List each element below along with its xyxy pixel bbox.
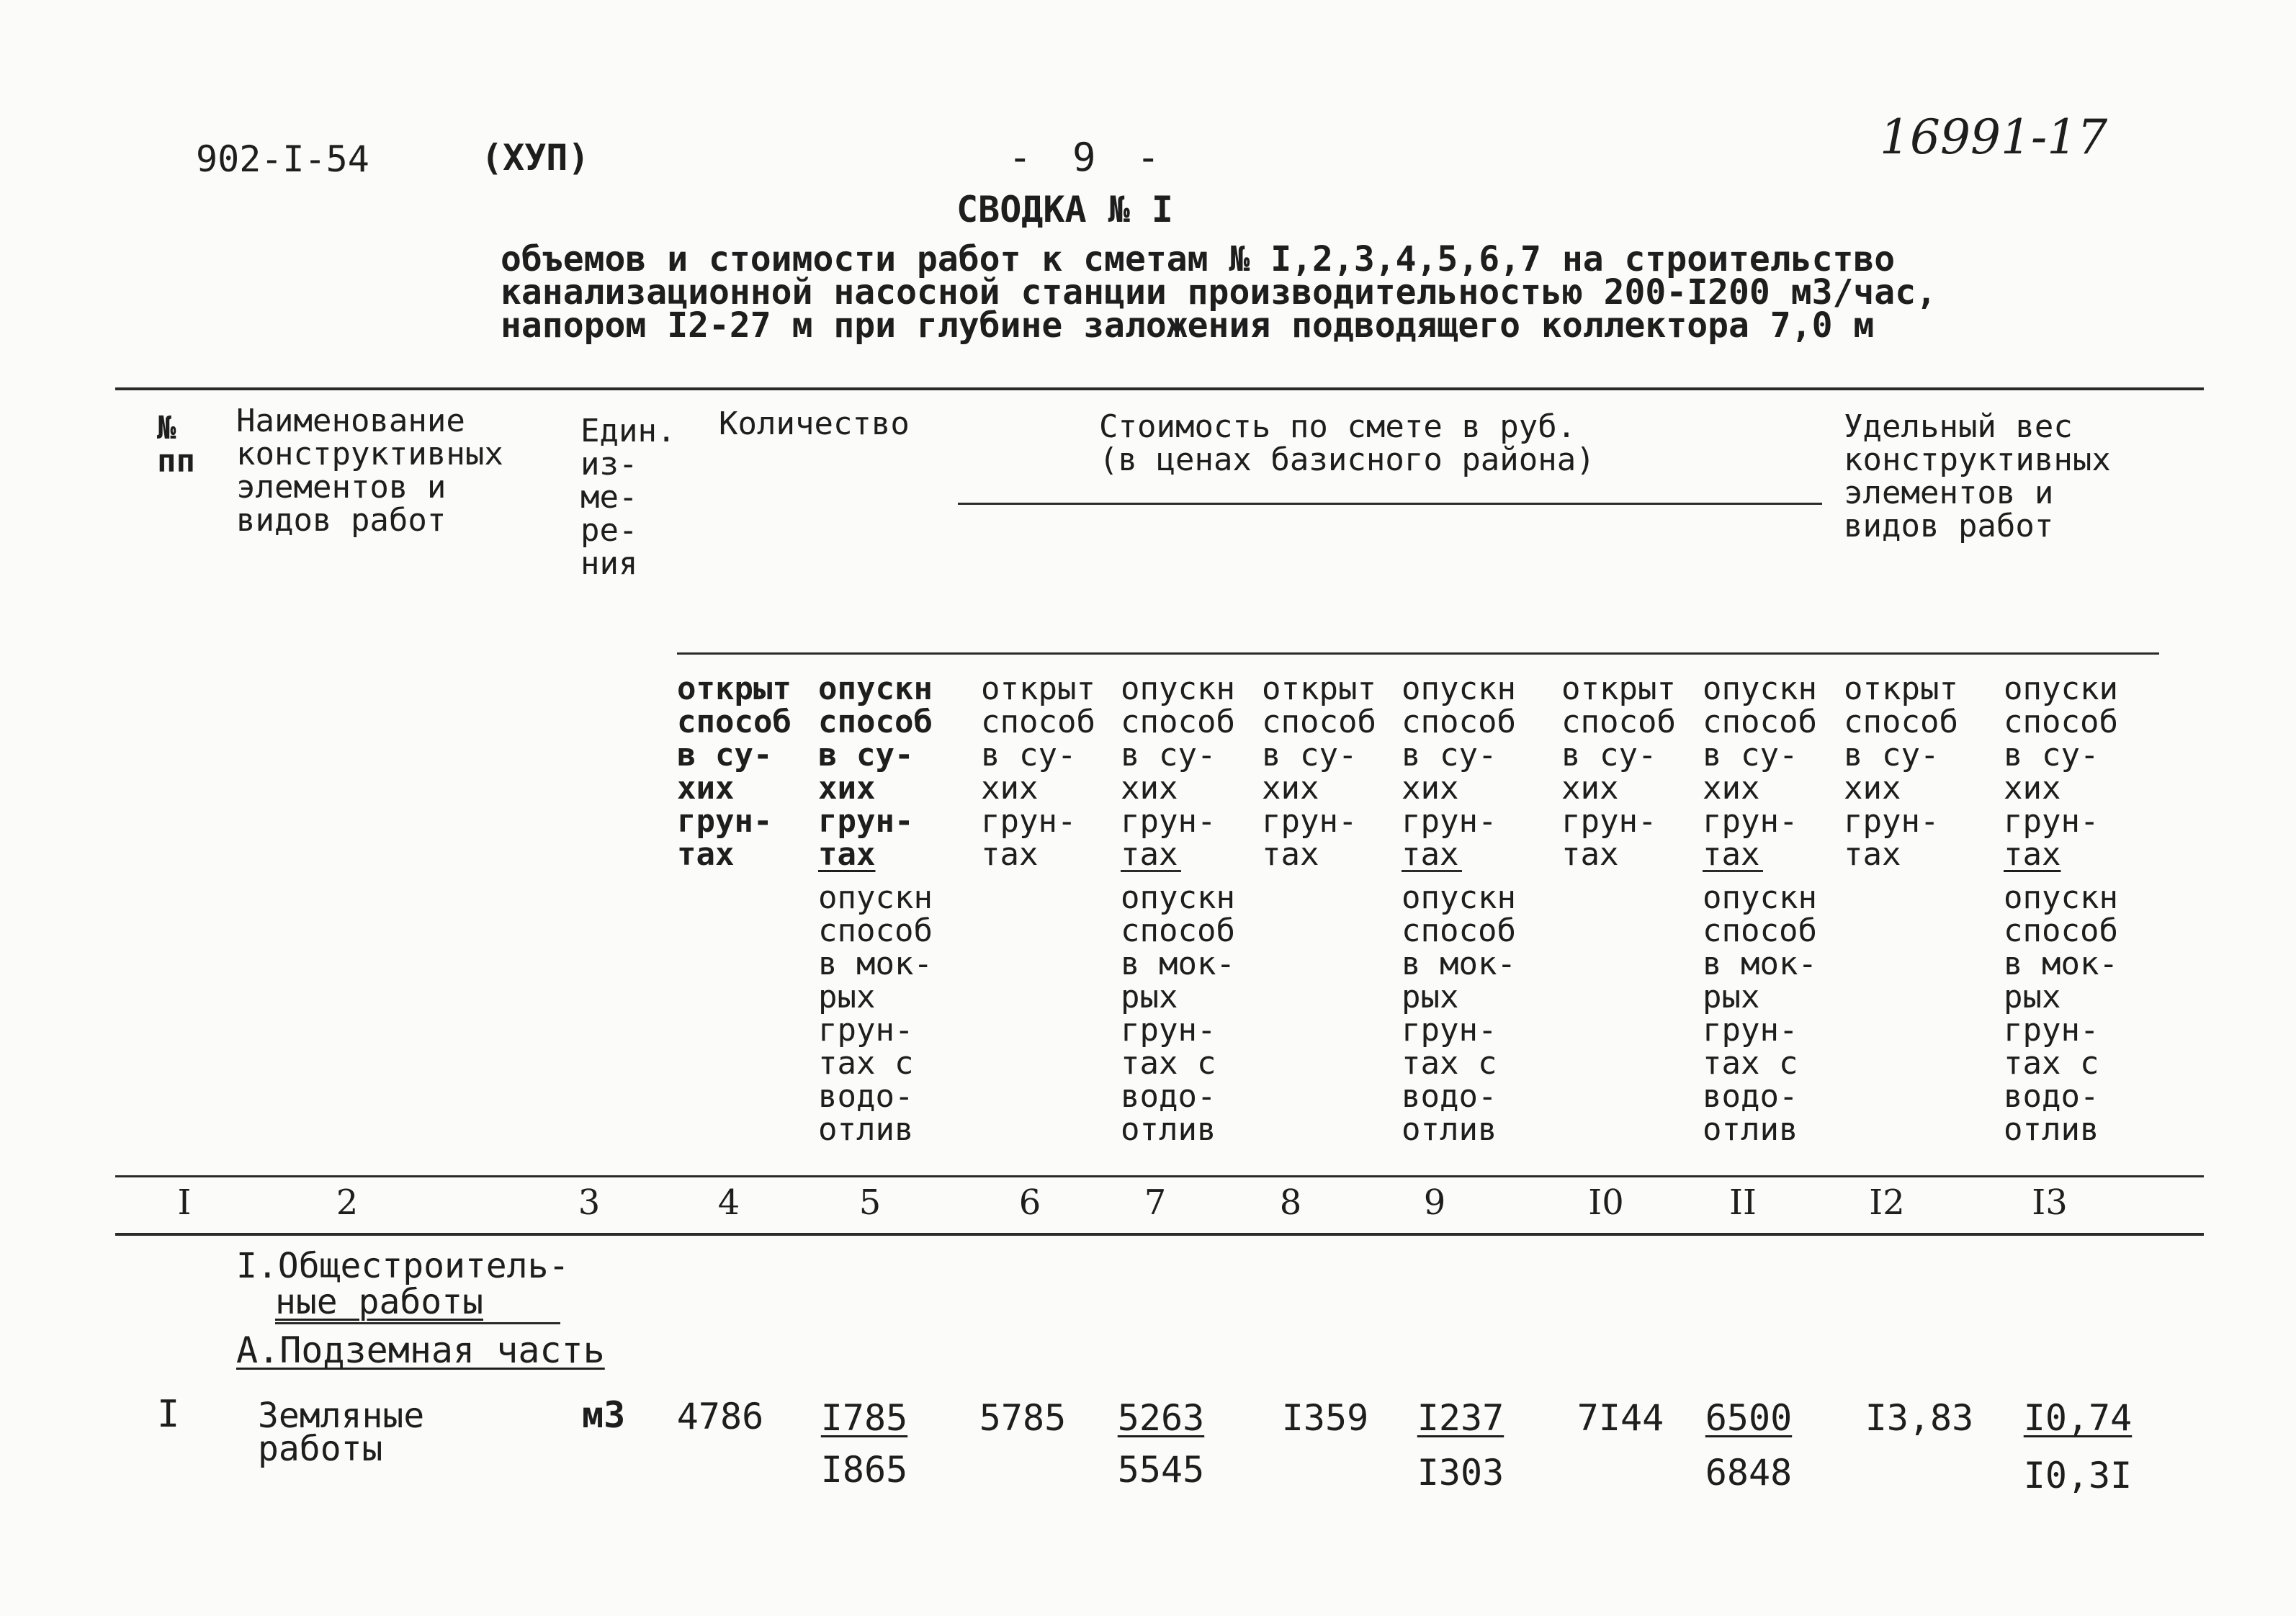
column-number-10: I0 xyxy=(1588,1182,1624,1223)
row-1-unit: м3 xyxy=(582,1394,626,1436)
header-element-name: Наименование конструктивных элементов и видов работ xyxy=(236,403,503,539)
section-title-underline-extend xyxy=(275,1322,560,1324)
column-number-bottom-rule xyxy=(115,1233,2204,1236)
header-row-number: № пп xyxy=(157,410,195,480)
subheader-col13-sink-wet: опускн способ в мок- рых грун- тах с водо- отлив xyxy=(2004,879,2118,1148)
column-number-5: 5 xyxy=(858,1182,882,1223)
column-number-top-rule xyxy=(115,1175,2204,1177)
subheader-col7-sink-dry: опускн способ в су- хих грун- тах xyxy=(1121,670,1235,873)
row-1-col13-bottom: I0,3I xyxy=(2023,1455,2133,1496)
column-number-4: 4 xyxy=(717,1182,740,1223)
handwritten-archive-number: 16991-17 xyxy=(1880,109,2108,165)
row-1-col9-bottom: I303 xyxy=(1417,1452,1504,1494)
row-1-col5-bottom: I865 xyxy=(820,1449,908,1491)
row-1-col7-bottom: 5545 xyxy=(1117,1449,1205,1491)
subheader-col7-sink-wet: опускн способ в мок- рых грун- тах с водо- отлив xyxy=(1121,879,1235,1148)
column-number-6: 6 xyxy=(1018,1182,1041,1223)
table-top-rule xyxy=(115,387,2204,390)
subheader-col13-sink-dry-last: тах xyxy=(2004,836,2061,873)
row-1-col13-top: I0,74 xyxy=(2023,1397,2133,1439)
subheader-col5-sink-dry: опускн способ в су- хих грун- xyxy=(818,670,933,840)
row-1-col11-bottom: 6848 xyxy=(1705,1452,1793,1494)
column-number-11: II xyxy=(1729,1182,1757,1223)
column-number-12: I2 xyxy=(1869,1182,1905,1223)
subheader-col10-open-dry: открыт способ в су- хих грун- тах xyxy=(1561,670,1676,873)
row-1-col7-top: 5263 xyxy=(1117,1397,1205,1439)
subsection-title: А.Подземная часть xyxy=(236,1329,605,1371)
col7-block-underline xyxy=(1121,870,1181,872)
col9-block-underline xyxy=(1402,870,1462,872)
subheader-col4-open-dry: открыт способ в су- хих грун- тах xyxy=(677,670,792,873)
row-1-name-line-2: работы xyxy=(258,1429,383,1469)
document-code: 902-I-54 xyxy=(196,138,369,180)
subheader-col13-sink-dry: опуски способ в су- хих грун- xyxy=(2004,670,2118,840)
row-1-col9-top: I237 xyxy=(1417,1397,1504,1439)
column-number-2: 2 xyxy=(336,1182,359,1223)
subheader-col11-sink-wet: опускн способ в мок- рых грун- тах с водо- отлив xyxy=(1703,879,1817,1148)
subheader-col11-sink-dry: опускн способ в су- хих грун- тах xyxy=(1703,670,1817,873)
subheader-col9-sink-wet: опускн способ в мок- рых грун- тах с водо- отлив xyxy=(1402,879,1516,1148)
row-1-col12: I3,83 xyxy=(1865,1397,1974,1439)
column-number-3: 3 xyxy=(578,1182,601,1223)
subheader-col9-sink-dry: опускн способ в су- хих грун- тах xyxy=(1402,670,1516,873)
album-number: (ХУП) xyxy=(481,137,590,179)
header-unit: Един. из- ме- ре- ния xyxy=(580,413,676,582)
subheader-col6-open-dry: открыт способ в су- хих грун- тах xyxy=(981,670,1095,873)
subheader-col5-sink-wet: опускн способ в мок- рых грун- тах с водо- отлив xyxy=(818,879,933,1148)
cost-group-rule xyxy=(958,503,1822,505)
row-1-col8: I359 xyxy=(1281,1397,1369,1439)
row-1-name-line-1: Земляные xyxy=(258,1396,425,1436)
col11-block-underline xyxy=(1703,870,1763,872)
column-number-8: 8 xyxy=(1279,1182,1302,1223)
subheader-col12-open-dry: открыт способ в су- хих грун- тах xyxy=(1844,670,1958,873)
page-number: - 9 - xyxy=(1008,135,1160,180)
summary-heading: СВОДКА № I xyxy=(956,189,1174,230)
row-1-col10: 7I44 xyxy=(1577,1397,1664,1439)
column-number-7: 7 xyxy=(1144,1182,1167,1223)
summary-title-line-1: объемов и стоимости работ к сметам № I,2,3,4,5,6,7 на строительство xyxy=(501,239,1896,279)
section-title-line-2: ные работы xyxy=(275,1282,483,1322)
row-1-number: I xyxy=(157,1393,180,1436)
column-number-9: 9 xyxy=(1423,1182,1446,1223)
subheader-col8-open-dry: открыт способ в су- хих грун- тах xyxy=(1262,670,1376,873)
subheader-rule xyxy=(677,652,2159,655)
header-specific-weight: Удельный вес конструктивных элементов и видов работ xyxy=(1844,408,2111,544)
column-number-13: I3 xyxy=(2032,1182,2068,1223)
row-1-col6: 5785 xyxy=(979,1397,1067,1439)
summary-title-line-3: напором I2-27 м при глубине заложения подводящего коллектора 7,0 м xyxy=(501,305,1875,346)
header-cost: Стоимость по смете в руб. (в ценах базисного района) xyxy=(1099,408,1595,478)
subheader-col5-sink-dry-last: тах xyxy=(818,836,876,873)
row-1-col5-top: I785 xyxy=(820,1397,908,1439)
row-1-col11-top: 6500 xyxy=(1705,1397,1793,1439)
column-number-1: I xyxy=(177,1182,192,1223)
summary-title-line-2: канализационной насосной станции производительностью 200-I200 м3/час, xyxy=(501,272,1937,313)
section-title-line-1: I.Общестроитель- xyxy=(236,1246,570,1286)
header-quantity: Количество xyxy=(719,405,910,442)
row-1-col4: 4786 xyxy=(676,1396,764,1437)
